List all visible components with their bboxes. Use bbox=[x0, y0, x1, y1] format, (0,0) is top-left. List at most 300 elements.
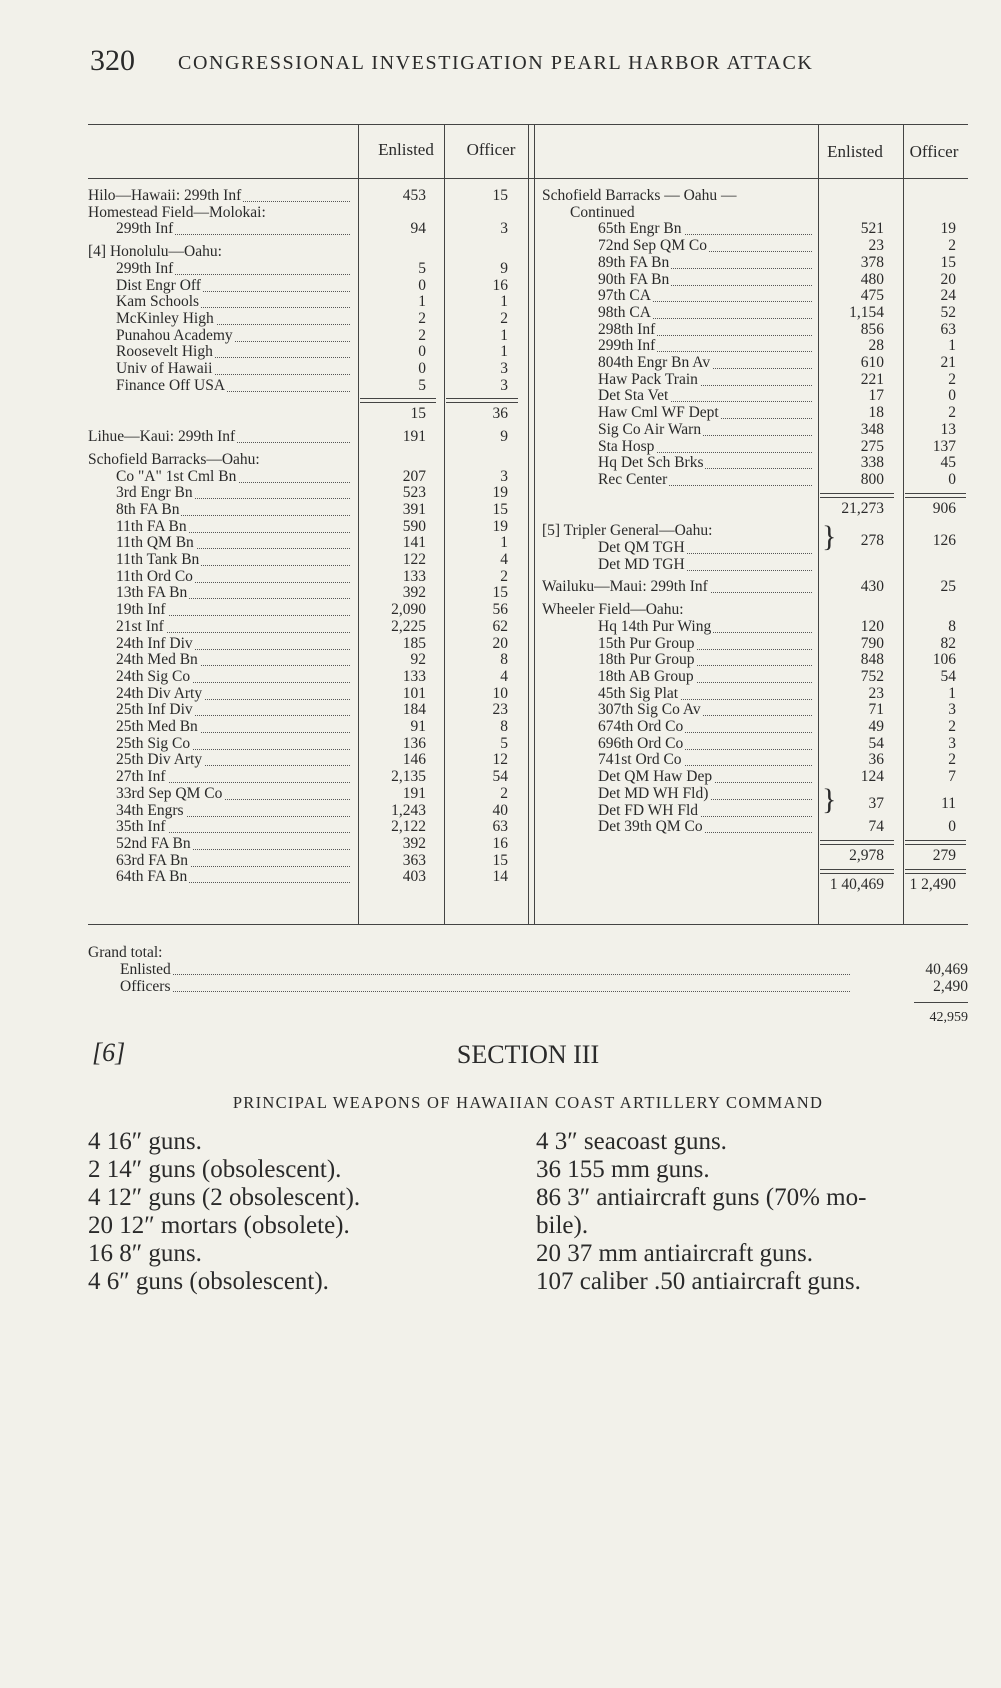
row-label bbox=[598, 819, 812, 836]
left-enlisted-header: Enlisted bbox=[378, 140, 434, 159]
officer-value: 4 bbox=[500, 551, 508, 568]
total-rule bbox=[914, 1002, 968, 1003]
row-label-text: McKinley High bbox=[116, 310, 214, 327]
row-label-text: Continued bbox=[570, 204, 635, 221]
weapon-item: 20 37 mm antiaircraft guns. bbox=[536, 1240, 814, 1267]
row-label bbox=[598, 472, 812, 489]
table-row bbox=[88, 702, 968, 719]
table-row bbox=[88, 819, 968, 836]
enlisted-value: 92 bbox=[410, 651, 426, 669]
row-label bbox=[598, 786, 812, 803]
enlisted-value: 338 bbox=[860, 454, 884, 472]
enlisted-value: 15 bbox=[410, 405, 426, 423]
officer-value: 3 bbox=[948, 734, 956, 752]
officer-value: 25 bbox=[940, 578, 956, 596]
table-row bbox=[88, 272, 968, 289]
brace-icon: } bbox=[822, 782, 837, 816]
row-label-text: 674th Ord Co bbox=[598, 719, 684, 735]
officer-value: 19 bbox=[492, 484, 508, 502]
enlisted-value: 146 bbox=[402, 751, 426, 769]
officer-value: 1 bbox=[948, 684, 956, 702]
enlisted-value: 136 bbox=[402, 734, 426, 752]
officer-value: 2 bbox=[948, 751, 956, 769]
running-title: CONGRESSIONAL INVESTIGATION PEARL HARBOR ATTACK bbox=[178, 52, 814, 74]
row-label-text: 804th Engr Bn Av bbox=[598, 355, 711, 371]
enlisted-total: 40,469 bbox=[925, 961, 968, 978]
officer-value: 8 bbox=[948, 617, 956, 635]
officer-value: 19 bbox=[492, 517, 508, 535]
enlisted-value: 74 bbox=[868, 818, 884, 836]
enlisted-value: 392 bbox=[402, 584, 426, 602]
enlisted-value: 521 bbox=[860, 220, 884, 238]
enlisted-value: 1,154 bbox=[849, 303, 884, 321]
officer-value: 23 bbox=[492, 701, 508, 719]
row-label-text: 97th CA bbox=[598, 288, 651, 305]
table-row bbox=[88, 736, 968, 753]
officer-value: 1 bbox=[500, 343, 508, 361]
row-label-text: Det FD WH Fld bbox=[598, 802, 699, 819]
officer-value: 63 bbox=[492, 818, 508, 836]
row-label-text: Univ of Hawaii bbox=[116, 361, 213, 377]
enlisted-value: 28 bbox=[868, 337, 884, 355]
row-label-text: Haw Pack Train bbox=[598, 371, 698, 388]
row-label-text: 33rd Sep QM Co bbox=[116, 785, 223, 802]
row-label bbox=[598, 388, 812, 405]
row-label-text: 24th Inf Div bbox=[116, 635, 193, 652]
table-row bbox=[88, 636, 968, 653]
enlisted-value: 18 bbox=[868, 404, 884, 422]
row-label bbox=[598, 540, 812, 557]
weapon-item: 4 3″ seacoast guns. bbox=[536, 1128, 727, 1155]
row-label-text: Co "A" 1st Cml Bn bbox=[116, 468, 237, 485]
enlisted-value: 480 bbox=[860, 270, 884, 288]
row-label-text: Det 39th QM Co bbox=[598, 819, 703, 836]
officer-value: 5 bbox=[500, 734, 508, 752]
table-row bbox=[88, 579, 968, 596]
officer-value: 2 bbox=[948, 718, 956, 735]
row-label-text: 696th Ord Co bbox=[598, 735, 684, 752]
page-number: 320 bbox=[90, 44, 135, 77]
officer-value: 2 bbox=[500, 567, 508, 585]
officer-value: 2 bbox=[500, 784, 508, 802]
officer-value: 3 bbox=[500, 220, 508, 238]
enlisted-value: 430 bbox=[860, 578, 884, 596]
enlisted-value: 2,090 bbox=[391, 601, 426, 619]
officer-value: 2 bbox=[948, 237, 956, 255]
row-label bbox=[598, 686, 812, 703]
enlisted-value: 403 bbox=[402, 868, 426, 886]
row-label bbox=[570, 205, 812, 222]
officer-value: 56 bbox=[492, 601, 508, 619]
enlisted-value: 71 bbox=[868, 701, 884, 719]
row-label bbox=[598, 736, 812, 753]
row-label-text: Hq Det Sch Brks bbox=[598, 455, 704, 472]
row-label bbox=[598, 305, 812, 322]
enlisted-value: 392 bbox=[402, 834, 426, 852]
officer-value: 137 bbox=[932, 437, 956, 455]
officer-value: 15 bbox=[492, 584, 508, 602]
officer-value: 9 bbox=[500, 259, 508, 277]
row-label-text: 64th FA Bn bbox=[116, 869, 188, 886]
officer-value: 1 bbox=[500, 534, 508, 552]
subtotal-rule bbox=[905, 840, 966, 845]
table-row bbox=[88, 405, 968, 422]
row-label bbox=[598, 557, 812, 574]
officer-value: 9 bbox=[500, 428, 508, 446]
row-label-text: 15th Pur Group bbox=[598, 635, 695, 652]
officer-value: 1 bbox=[500, 326, 508, 344]
row-label bbox=[598, 702, 812, 719]
officer-value: 14 bbox=[492, 868, 508, 886]
row-label bbox=[598, 636, 812, 653]
row-label bbox=[598, 221, 812, 238]
weapon-item: 86 3″ antiaircraft guns (70% mo- bbox=[536, 1184, 867, 1211]
enlisted-value: 221 bbox=[860, 370, 884, 388]
row-label-text: 13th FA Bn bbox=[116, 585, 188, 602]
officer-value: 3 bbox=[500, 467, 508, 485]
enlisted-value: 191 bbox=[402, 428, 426, 446]
row-label-text: 11th FA Bn bbox=[116, 518, 187, 535]
row-label-text: Det QM TGH bbox=[598, 540, 685, 556]
row-label-text: 24th Div Arty bbox=[116, 685, 203, 702]
officer-value: 8 bbox=[500, 718, 508, 735]
row-label bbox=[542, 602, 812, 619]
row-label-text: 98th CA bbox=[598, 304, 651, 321]
officer-value: 0 bbox=[948, 818, 956, 836]
subtotal-rule bbox=[820, 493, 894, 498]
row-label-text: Det MD TGH bbox=[598, 556, 685, 573]
table-row bbox=[88, 848, 968, 865]
enlisted-value: 101 bbox=[402, 684, 426, 702]
row-label bbox=[598, 355, 812, 372]
officer-value: 20 bbox=[492, 634, 508, 652]
enlisted-value: 475 bbox=[860, 287, 884, 305]
row-label bbox=[598, 272, 812, 289]
enlisted-value: 124 bbox=[860, 768, 884, 786]
officer-value: 1 bbox=[948, 337, 956, 355]
officer-value: 15 bbox=[940, 253, 956, 271]
row-label bbox=[598, 405, 812, 422]
table-row bbox=[88, 557, 968, 574]
row-label-text: Lihue—Kaui: 299th Inf bbox=[88, 429, 236, 446]
enlisted-value: 363 bbox=[402, 851, 426, 869]
row-label-text: 3rd Engr Bn bbox=[116, 485, 193, 502]
enlisted-value: 94 bbox=[410, 220, 426, 238]
officer-value: 16 bbox=[492, 276, 508, 294]
officer-value: 906 bbox=[932, 499, 956, 517]
row-label-text: [4] Honolulu—Oahu: bbox=[88, 244, 222, 261]
officer-value: 24 bbox=[940, 287, 956, 305]
officer-value: 12 bbox=[492, 751, 508, 769]
enlisted-value: 0 bbox=[418, 276, 426, 294]
enlisted-value: 0 bbox=[418, 343, 426, 361]
enlisted-label: Enlisted bbox=[120, 961, 171, 978]
row-label-text: 24th Med Bn bbox=[116, 652, 198, 669]
row-label-text: Hilo—Hawaii: 299th Inf bbox=[88, 188, 242, 204]
row-label bbox=[542, 523, 812, 540]
weapon-item: 107 caliber .50 antiaircraft guns. bbox=[536, 1268, 861, 1295]
section-subtitle: PRINCIPAL WEAPONS OF HAWAIIAN COAST ARTILLERY COMMAND bbox=[232, 1093, 824, 1112]
row-label-text: 25th Inf Div bbox=[116, 702, 193, 719]
row-label-text: 45th Sig Plat bbox=[598, 685, 679, 702]
officer-value: 20 bbox=[940, 270, 956, 288]
row-label-text: 299th Inf bbox=[116, 260, 174, 277]
officer-value: 8 bbox=[500, 651, 508, 669]
enlisted-value: 2,122 bbox=[391, 818, 426, 836]
officer-value: 279 bbox=[932, 846, 956, 864]
enlisted-value: 391 bbox=[402, 500, 426, 518]
enlisted-value: 91 bbox=[410, 718, 426, 735]
row-label bbox=[598, 322, 812, 339]
enlisted-value: 5 bbox=[418, 259, 426, 277]
enlisted-value: 2,225 bbox=[391, 617, 426, 635]
subtotal-rule bbox=[820, 869, 894, 874]
row-label-text: Roosevelt High bbox=[116, 344, 213, 361]
row-label-text: 21st Inf bbox=[116, 618, 164, 635]
row-label bbox=[598, 288, 812, 305]
row-label bbox=[598, 255, 812, 272]
enlisted-value: 5 bbox=[418, 376, 426, 394]
row-label-text: 11th QM Bn bbox=[116, 535, 194, 552]
row-label bbox=[598, 372, 812, 389]
table-row bbox=[88, 501, 968, 518]
weapon-item: 4 16″ guns. bbox=[88, 1128, 202, 1155]
section-heading bbox=[88, 1038, 968, 1078]
row-label-text: 63rd FA Bn bbox=[116, 852, 189, 869]
table-row bbox=[88, 602, 968, 619]
enlisted-value: 275 bbox=[860, 437, 884, 455]
officer-value: 1 2,490 bbox=[909, 875, 956, 893]
row-label-text: Dist Engr Off bbox=[116, 277, 201, 294]
row-label bbox=[542, 579, 812, 596]
weapon-item: 20 12″ mortars (obsolete). bbox=[88, 1212, 350, 1239]
table-row bbox=[88, 619, 968, 636]
officer-value: 0 bbox=[948, 470, 956, 488]
enlisted-value: 2,135 bbox=[391, 768, 426, 786]
enlisted-value: 23 bbox=[868, 237, 884, 255]
row-label-text: 11th Tank Bn bbox=[116, 552, 200, 568]
enlisted-value: 848 bbox=[860, 651, 884, 669]
page-header bbox=[90, 44, 930, 84]
row-label-text: Schofield Barracks — Oahu — bbox=[542, 188, 737, 204]
wheeler-enlisted: 37 bbox=[868, 794, 884, 812]
officer-value: 15 bbox=[492, 187, 508, 204]
subtotal-rule bbox=[905, 869, 966, 874]
enlisted-value: 141 bbox=[402, 534, 426, 552]
row-label-text: 27th Inf bbox=[116, 769, 166, 786]
enlisted-value: 856 bbox=[860, 320, 884, 338]
row-label-text: 18th Pur Group bbox=[598, 652, 695, 669]
row-label-text: 34th Engrs bbox=[116, 802, 184, 819]
enlisted-value: 790 bbox=[860, 634, 884, 652]
table-row bbox=[88, 221, 968, 238]
weapon-item: 36 155 mm guns. bbox=[536, 1156, 710, 1183]
officer-value: 13 bbox=[940, 420, 956, 438]
row-label-text: Kam Schools bbox=[116, 294, 200, 311]
table-row bbox=[88, 752, 968, 769]
row-label bbox=[598, 338, 812, 355]
table-row bbox=[88, 288, 968, 305]
table-row bbox=[88, 669, 968, 686]
row-label-text: Det QM Haw Dep bbox=[598, 769, 713, 786]
enlisted-value: 133 bbox=[402, 567, 426, 585]
row-label bbox=[598, 422, 812, 439]
row-label bbox=[598, 619, 812, 636]
row-label bbox=[598, 238, 812, 255]
officer-value: 36 bbox=[492, 405, 508, 423]
officer-value: 3 bbox=[948, 701, 956, 719]
officer-value: 40 bbox=[492, 801, 508, 819]
row-label-text: 52nd FA Bn bbox=[116, 835, 191, 852]
weapon-item: 2 14″ guns (obsolescent). bbox=[88, 1156, 342, 1183]
officers-label: Officers bbox=[120, 978, 171, 995]
row-label-text: Wailuku—Maui: 299th Inf bbox=[542, 579, 708, 596]
officer-value: 54 bbox=[940, 667, 956, 685]
enlisted-value: 54 bbox=[868, 734, 884, 752]
officer-value: 106 bbox=[932, 651, 956, 669]
enlisted-value: 1,243 bbox=[391, 801, 426, 819]
row-label bbox=[598, 455, 812, 472]
weapon-item: 4 6″ guns (obsolescent). bbox=[88, 1268, 329, 1295]
row-label-text: 90th FA Bn bbox=[598, 271, 670, 288]
enlisted-value: 453 bbox=[402, 187, 426, 204]
enlisted-value: 49 bbox=[868, 718, 884, 735]
tripler-enlisted: 278 bbox=[860, 532, 884, 549]
enlisted-value: 207 bbox=[402, 467, 426, 485]
row-label-text: 19th Inf bbox=[116, 602, 166, 619]
row-label-text: 741st Ord Co bbox=[598, 752, 682, 769]
row-label-text: 18th AB Group bbox=[598, 668, 694, 685]
officer-value: 21 bbox=[940, 354, 956, 371]
subtotal-rule bbox=[820, 840, 894, 845]
section-title: SECTION III bbox=[456, 1040, 600, 1069]
weapon-item: 4 12″ guns (2 obsolescent). bbox=[88, 1184, 361, 1211]
enlisted-value: 752 bbox=[860, 667, 884, 685]
table-row bbox=[88, 686, 968, 703]
weapons-list-right bbox=[536, 1128, 866, 1296]
row-label-text: Homestead Field—Molokai: bbox=[88, 204, 266, 221]
row-label-text: 65th Engr Bn bbox=[598, 221, 682, 238]
row-label bbox=[542, 188, 812, 205]
enlisted-value: 0 bbox=[418, 360, 426, 377]
officer-value: 7 bbox=[948, 768, 956, 786]
officer-value: 45 bbox=[940, 454, 956, 472]
officer-value: 54 bbox=[492, 768, 508, 786]
officer-value: 82 bbox=[940, 634, 956, 652]
row-label-text: Sta Hosp bbox=[598, 438, 655, 455]
enlisted-value: 800 bbox=[860, 470, 884, 488]
officer-value: 16 bbox=[492, 834, 508, 852]
enlisted-value: 185 bbox=[402, 634, 426, 652]
table-row bbox=[88, 877, 968, 894]
officer-value: 10 bbox=[492, 684, 508, 702]
enlisted-value: 23 bbox=[868, 684, 884, 702]
officer-value: 3 bbox=[500, 360, 508, 377]
officer-value: 19 bbox=[940, 220, 956, 238]
row-label-text: 307th Sig Co Av bbox=[598, 702, 701, 719]
personnel-table bbox=[88, 124, 968, 924]
right-officer-header: Officer bbox=[909, 142, 959, 161]
row-label-text: 24th Sig Co bbox=[116, 668, 191, 685]
subtotal-rule bbox=[905, 493, 966, 498]
row-label-text: Rec Center bbox=[598, 471, 668, 488]
enlisted-value: 590 bbox=[402, 517, 426, 535]
officer-value: 4 bbox=[500, 667, 508, 685]
row-label-text: Wheeler Field—Oahu: bbox=[542, 602, 684, 619]
overall-total: 42,959 bbox=[929, 1010, 968, 1025]
row-label-text: 299th Inf bbox=[598, 338, 656, 355]
table-row bbox=[88, 652, 968, 669]
table-bottom-rule bbox=[88, 924, 968, 925]
row-label-text: Punahou Academy bbox=[116, 327, 233, 344]
weapons-list-left bbox=[88, 1128, 360, 1296]
row-label bbox=[598, 752, 812, 769]
officer-value: 2 bbox=[948, 370, 956, 388]
officer-value: 52 bbox=[940, 303, 956, 321]
table-row bbox=[88, 719, 968, 736]
row-label-text: Finance Off USA bbox=[116, 377, 226, 394]
enlisted-value: 122 bbox=[402, 551, 426, 568]
row-label-text: 11th Ord Co bbox=[116, 568, 193, 585]
enlisted-value: 2 bbox=[418, 309, 426, 327]
row-label bbox=[598, 803, 812, 820]
row-label-text: Schofield Barracks—Oahu: bbox=[88, 451, 260, 468]
row-label-text: Sig Co Air Warn bbox=[598, 421, 702, 438]
enlisted-value: 523 bbox=[402, 484, 426, 502]
row-label-text: 72nd Sep QM Co bbox=[598, 238, 707, 255]
officer-value: 0 bbox=[948, 387, 956, 405]
row-label-text: 299th Inf bbox=[116, 221, 174, 238]
row-label-text: 25th Sig Co bbox=[116, 735, 191, 752]
row-label-text: Hq 14th Pur Wing bbox=[598, 618, 712, 635]
row-label-text: 25th Div Arty bbox=[116, 752, 203, 769]
grand-total bbox=[88, 944, 968, 1025]
section-marker: [6] bbox=[92, 1038, 126, 1067]
officer-value: 63 bbox=[940, 320, 956, 338]
enlisted-value: 2 bbox=[418, 326, 426, 344]
officer-value: 15 bbox=[492, 851, 508, 869]
row-label-text: Haw Cml WF Dept bbox=[598, 405, 719, 422]
enlisted-value: 17 bbox=[868, 387, 884, 405]
enlisted-value: 21,273 bbox=[841, 499, 884, 517]
row-label-text: 25th Med Bn bbox=[116, 719, 198, 735]
row-label bbox=[598, 669, 812, 686]
enlisted-value: 36 bbox=[868, 751, 884, 769]
officer-value: 15 bbox=[492, 500, 508, 518]
row-label-text: [5] Tripler General—Oahu: bbox=[542, 523, 713, 540]
grand-total-officers-row bbox=[88, 978, 968, 995]
row-label-text: 35th Inf bbox=[116, 819, 166, 836]
tripler-officer: 126 bbox=[932, 532, 956, 549]
row-label bbox=[598, 719, 812, 736]
enlisted-value: 1 bbox=[418, 293, 426, 311]
left-officer-header: Officer bbox=[466, 140, 516, 159]
grand-total-label: Grand total: bbox=[88, 944, 163, 961]
row-label-text: Det Sta Vet bbox=[598, 388, 669, 405]
grand-total-enlisted-row bbox=[88, 961, 968, 978]
officer-value: 2 bbox=[500, 309, 508, 327]
brace-icon: } bbox=[822, 520, 837, 553]
enlisted-value: 1 40,469 bbox=[829, 875, 884, 893]
table-row bbox=[88, 305, 968, 322]
row-label bbox=[598, 769, 812, 786]
officers-total: 2,490 bbox=[933, 978, 968, 995]
officer-value: 1 bbox=[500, 293, 508, 311]
row-label bbox=[598, 652, 812, 669]
wheeler-officer: 11 bbox=[941, 794, 956, 812]
officer-value: 62 bbox=[492, 617, 508, 635]
enlisted-value: 191 bbox=[402, 784, 426, 802]
